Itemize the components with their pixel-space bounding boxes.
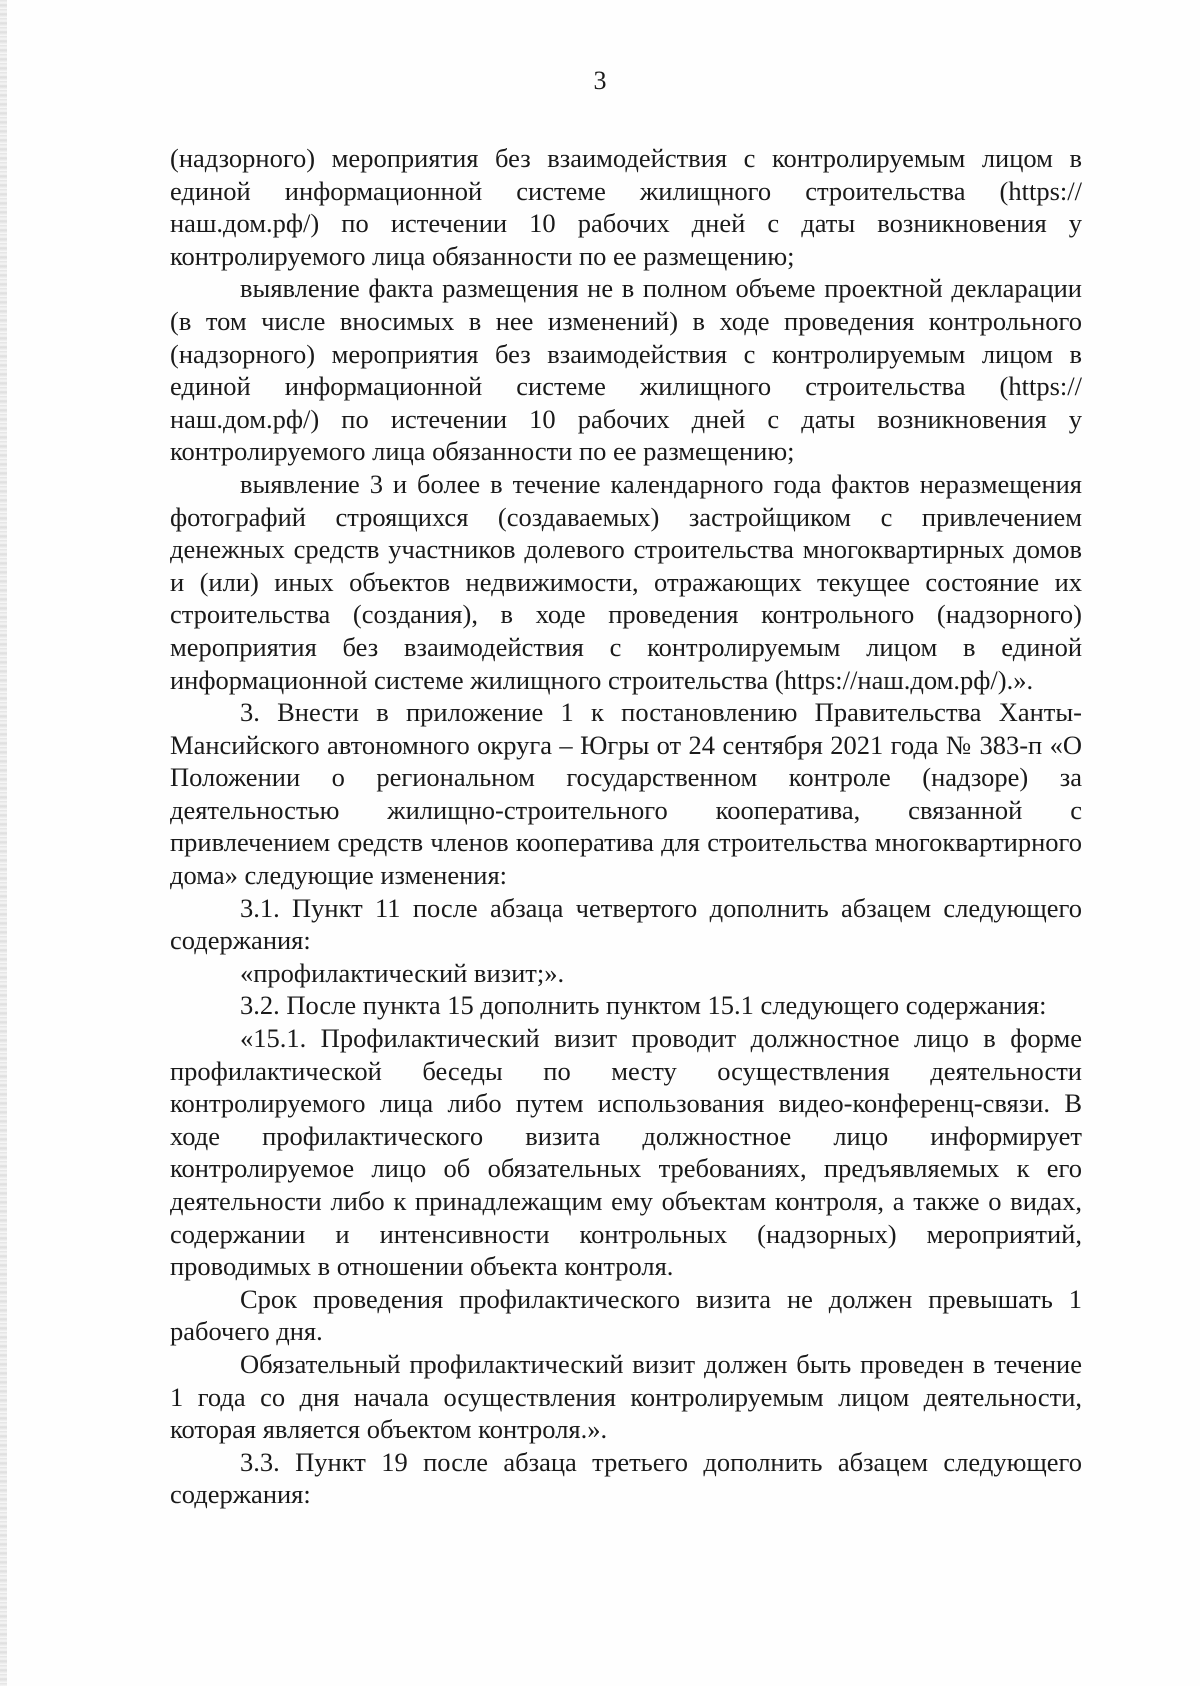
paragraph: Срок проведения профилактического визита не должен превышать 1 рабочего дня. bbox=[170, 1283, 1082, 1347]
document-body bbox=[170, 142, 1082, 1511]
paragraph-quote-15-1: «15.1. Профилактический визит проводит должностное лицо в форме профилактической беседы по месту осуществления деятельности контролируемого лица либо путем использования видео-конференц-связи. В ходе профилактического визита должностное лицо информирует контролируемое лицо об обязательных требованиях, предъявляемых к его деятельности либо к принадлежащим ему объектам контроля, а также о видах, содержании и интенсивности контрольных (надзорных) мероприятий, проводимых в отношении объекта контроля. bbox=[170, 1023, 1082, 1282]
paragraph: Обязательный профилактический визит должен быть проведен в течение 1 года со дня начала осуществления контролируемым лицом деятельности, которая является объектом контроля.». bbox=[170, 1348, 1082, 1445]
paragraph-quote: «профилактический визит;». bbox=[240, 957, 565, 988]
page-number: 3 bbox=[593, 66, 607, 95]
paragraph-continuation: (надзорного) мероприятия без взаимодействия с контролируемым лицом в единой информационной системе жилищного строительства (https://наш.дом.рф/) по истечении 10 рабочих дней с даты возникновения у контролируемого лица обязанности по ее размещению; bbox=[170, 143, 1082, 271]
paragraph: выявление факта размещения не в полном объеме проектной декларации (в том числе вносимых в нее изменений) в ходе проведения контрольного (надзорного) мероприятия без взаимодействия с контролируемым лицом в единой информационной системе жилищного строительства (https://наш.дом.рф/) по истечении 10 рабочих дней с даты возникновения у контролируемого лица обязанности по ее размещению; bbox=[170, 273, 1082, 467]
scan-edge-artifact bbox=[0, 0, 7, 1686]
paragraph-item-3-1: 3.1. Пункт 11 после абзаца четвертого дополнить абзацем следующего содержания: bbox=[170, 892, 1082, 956]
paragraph: выявление 3 и более в течение календарного года фактов неразмещения фотографий строящихся (создаваемых) застройщиком с привлечением денежных средств участников долевого строительства многоквартирных домов и (или) иных объектов недвижимости, отражающих текущее состояние их строительства (создания), в ходе проведения контрольного (надзорного) мероприятия без взаимодействия с контролируемым лицом в единой информационной системе жилищного строительства (https://наш.дом.рф/).». bbox=[170, 468, 1082, 695]
paragraph-item-3-2: 3.2. После пункта 15 дополнить пунктом 15.1 следующего содержания: bbox=[240, 990, 1047, 1021]
paragraph-item-3-3: 3.3. Пункт 19 после абзаца третьего дополнить абзацем следующего содержания: bbox=[170, 1446, 1082, 1510]
paragraph-item-3: 3. Внести в приложение 1 к постановлению Правительства Ханты-Мансийского автономного округа – Югры от 24 сентября 2021 года № 383-п «О Положении о региональном государственном контроле (надзоре) за деятельностью жилищно-строительного кооператива, связанной с привлечением средств членов кооператива для строительства многоквартирного дома» следующие изменения: bbox=[170, 697, 1082, 891]
